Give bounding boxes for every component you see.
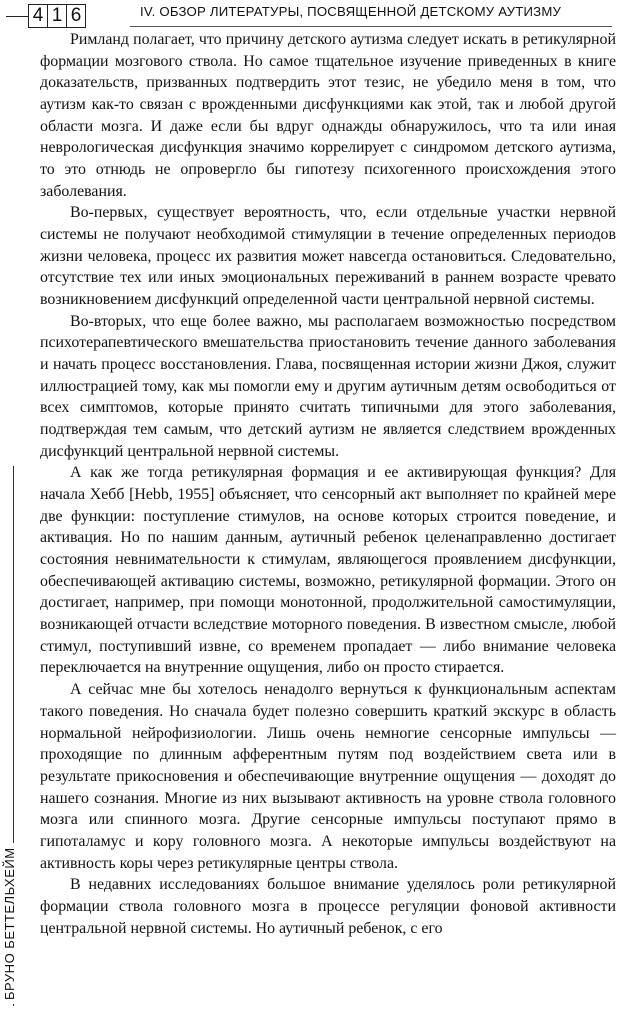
author-name: БРУНО БЕТТЕЛЬХЕЙМ xyxy=(2,843,17,1004)
page-number xyxy=(6,4,86,28)
page-number-digit: 6 xyxy=(70,5,82,26)
page-number-digit: 1 xyxy=(48,5,67,27)
page-number-digits xyxy=(28,4,86,28)
paragraph: Во-первых, существует вероятность, что, если отдельные участки нервной системы не получают необходимой стимуляции в течение определенных периодов жизни человека, процесс их развития может навсегда остановиться. Следовательно, отсутствие тех или иных эмоциональных переживаний в раннем возрасте чревато возникновением дисфункций определенной части центральной нервной системы. xyxy=(40,204,616,309)
running-head: IV. ОБЗОР ЛИТЕРАТУРЫ, ПОСВЯЩЕННОЙ ДЕТСКОМУ АУТИЗМУ xyxy=(140,4,562,19)
side-author xyxy=(2,466,26,1006)
paragraph: А сейчас мне бы хотелось ненадолго вернуться к функциональным аспектам такого поведения. Но сначала будет полезно совершить краткий экскурс в область нормальной нейрофизиологии. Лишь очень немногие сенсорные импульсы — проходящие по длинным афферентным путям под воздействием света или в результате прикосновения и обеспечивающие внутренние ощущения — доходят до нашего сознания. Многие из них вызывают активность на уровне ствола головного мозга или спинного мозга. Другие сенсорные импульсы поступают прямо в гипоталамус и кору головного мозга. А некоторые импульсы воздействуют на активность коры через ретикулярные центры ствола. xyxy=(40,681,616,872)
paragraph: В недавних исследованиях большое внимание уделялось роли ретикулярной формации ствола головного мозга в процессе регуляции фоновой активности центральной нервной системы. Но аутичный ребенок, с его xyxy=(40,876,616,937)
header-rule xyxy=(130,26,612,27)
paragraph: А как же тогда ретикулярная формация и ее активирующая функция? Для начала Хебб [Hebb, 1955] объясняет, что сенсорный акт выполняет по крайней мере две функции: поступление стимулов, на основе которых строится поведение, и активация. Но по нашим данным, аутичный ребенок целенаправленно достигает состояния невнимательности к стимулам, являющегося проявлением дисфункции, обеспечивающей активацию системы, возможно, ретикулярной формации. Этого он достигает, например, при помощи монотонной, продолжительной самостимуляции, возникающей отчасти вследствие моторного поведения. В известном смысле, любой стимул, поступивший извне, со временем пропадает — либо внимание человека переключается на внутренние ощущения, либо он просто стирается. xyxy=(40,464,616,677)
page-number-rule xyxy=(6,16,28,17)
text-body xyxy=(40,29,616,939)
paragraph: Во-вторых, что еще более важно, мы располагаем возможностью посредством психотерапевтического вмешательства приостановить течение данного заболевания и начать процесс восстановления. Глава, посвященная истории жизни Джоя, служит иллюстрацией тому, как мы помогли ему и другим аутичным детям освободиться от всех симптомов, которые принято считать типичными для этого заболевания, подтверждая тем самым, что детский аутизм не является следствием врожденных дисфункций центральной нервной системы. xyxy=(40,312,616,460)
paragraph: Римланд полагает, что причину детского аутизма следует искать в ретикулярной формации мозгового ствола. Но самое тщательное изучение приведенных в книге доказательств, призванных подтвердить этот тезис, не убедило меня в том, что аутизм как-то связан с врожденными дисфункциями как этой, так и любой другой области мозга. И даже если бы вдруг однажды обнаружилось, что та или иная неврологическая дисфункция значимо коррелирует с синдромом детского аутизма, то это отнюдь не опровергло бы гипотезу психогенного происхождения этого заболевания. xyxy=(40,31,616,200)
page-number-digit: 4 xyxy=(29,5,48,27)
